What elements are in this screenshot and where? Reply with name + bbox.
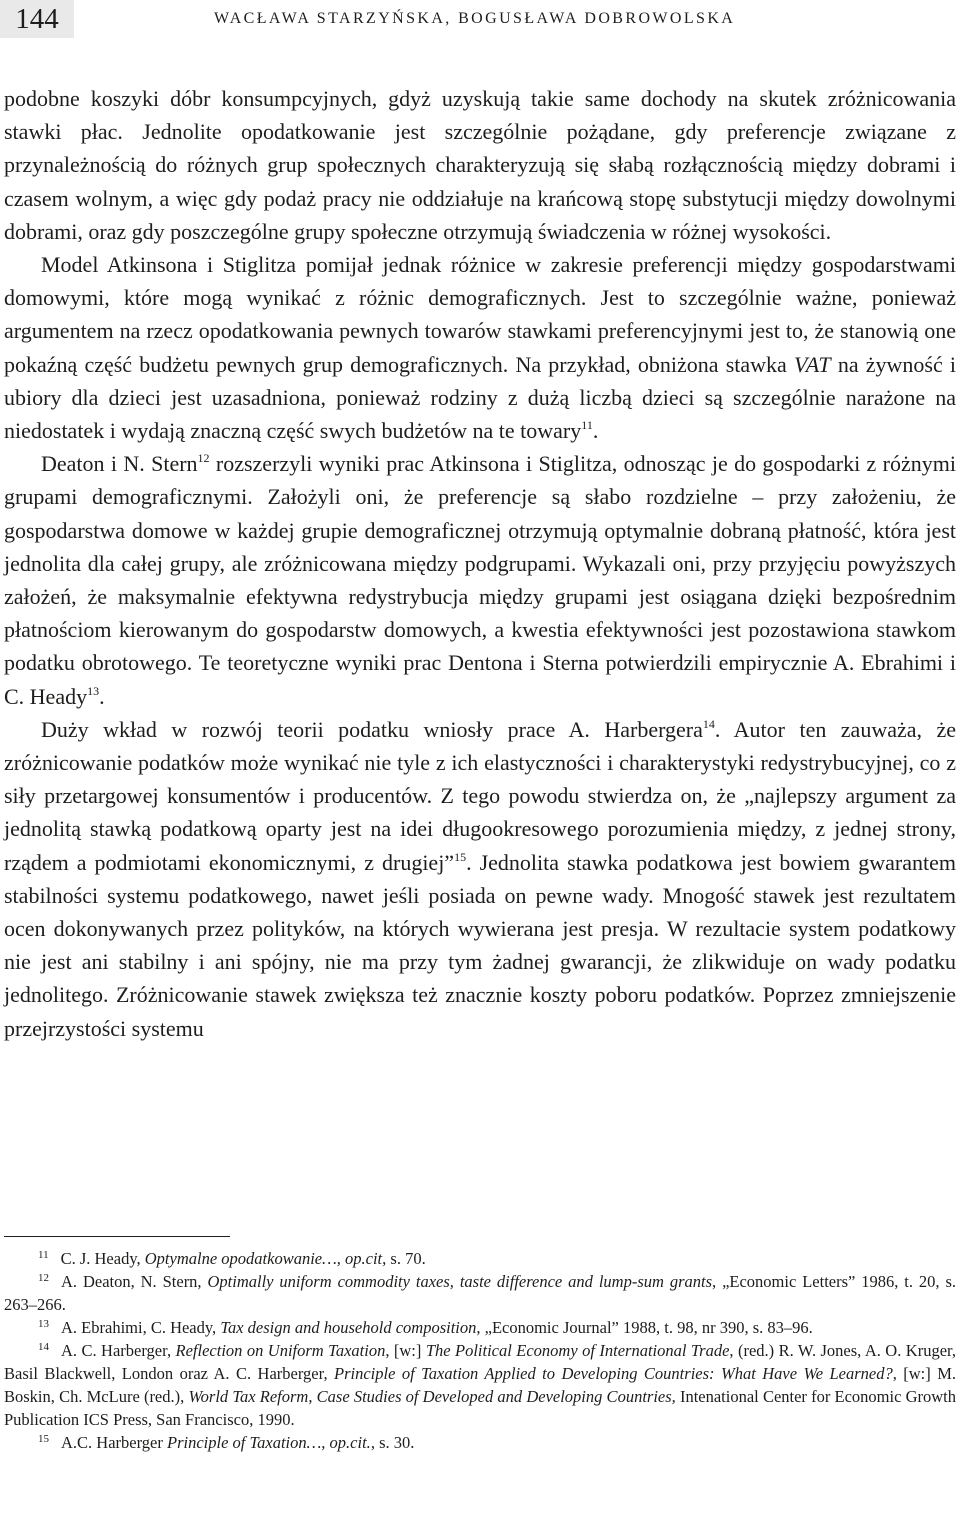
footnote-title: The Political Economy of International Trade <box>425 1341 730 1360</box>
footnote-number: 15 <box>38 1433 49 1445</box>
footnote-text: , [w:] M. Boskin, Ch. McLure (red.), <box>4 1364 956 1406</box>
footnote-text: C. J. Heady, <box>60 1249 145 1268</box>
footnote-title: Reflection on Uniform Taxation <box>175 1341 386 1360</box>
footnote-title: Principle of Taxation…, op.cit. <box>167 1433 371 1452</box>
paragraph-1-text: podobne koszyki dóbr konsumpcyjnych, gdyż uzyskują takie same dochody na skutek zróżnicowania stawki płac. Jednolite opodatkowanie jest szczególnie pożądane, gdy preferencje związane z przynależnością do różnych grup społecznych charakteryzują się słabą rozłącznością między dobrami i czasem wolnym, a więc gdy podaż pracy nie oddziałuje na krańcową stopę substytucji między dowolnymi dobrami, oraz gdy poszczególne grupy społeczne otrzymują świadczenia w różnej wysokości. <box>4 86 956 244</box>
footnote-title: World Tax Reform, Case Studies of Developed and Developing Countries, <box>188 1387 676 1406</box>
footnote-title: Tax design and household composition <box>220 1318 477 1337</box>
footnote-text: Intenational Center for Economic Growth Publication ICS Press, San Francisco, 1990. <box>4 1387 957 1429</box>
footnote-ref-12[interactable]: 12 <box>197 451 210 466</box>
paragraph-4 <box>4 713 956 1045</box>
footnote-11 <box>4 1247 956 1270</box>
running-head: WACŁAWA STARZYŃSKA, BOGUSŁAWA DOBROWOLSKA <box>214 10 736 27</box>
footnote-number: 12 <box>38 1272 49 1284</box>
paragraph-4-text-b: . Autor ten zauważa, że zróżnicowanie podatków może wynikać nie tyle z ich elastyczności i charakterystyki redystrybucyjnej, co z siły przetargowej konsumentów i producentów. Z tego powodu stwierdza on, że „najlepszy argument za jednolitą stawką podatkową oparty jest na idei długookresowego porozumienia między, z jednej strony, rządem a podmiotami ekonomicznymi, z drugiej” <box>4 716 957 875</box>
footnote-text: , „Economic Journal” 1988, t. 98, nr 390, s. 83–96. <box>476 1318 813 1337</box>
footnote-ref-13[interactable]: 13 <box>87 683 100 698</box>
footnote-text: , (red.) R. W. Jones, A. O. Kruger, Basil Blackwell, London oraz A. C. Harberger, <box>4 1341 956 1383</box>
footnote-text: A. Ebrahimi, C. Heady, <box>61 1318 221 1337</box>
footnote-title: Principle of Taxation Applied to Developing Countries: What Have We Learned? <box>334 1364 893 1383</box>
paragraph-3 <box>4 447 956 713</box>
footnote-15 <box>4 1431 956 1454</box>
body-text <box>4 82 956 1045</box>
footnote-text: A. Deaton, N. Stern, <box>61 1272 208 1291</box>
footnote-12 <box>4 1270 956 1316</box>
footnote-number: 13 <box>38 1318 49 1330</box>
paragraph-2-text-b: na żywność i ubiory dla dzieci jest uzasadniona, ponieważ rodziny z dużą liczbą dzieci są szczególnie narażone na niedostatek i wydają znaczną część swych budżetów na te towary <box>4 351 956 444</box>
paragraph-2-text-c: . <box>592 418 599 444</box>
paragraph-2-text-a: Model Atkinsona i Stiglitza pomijał jednak różnice w zakresie preferencji między gospodarstwami domowymi, które mogą wynikać z różnic demograficznych. Jest to szczególnie ważne, ponieważ argumentem na rzecz opodatkowania pewnych towarów stawkami preferencyjnymi jest to, że stanowią one pokaźną część budżetu pewnych grup demograficznych. Na przykład, obniżona stawka <box>4 252 956 377</box>
paragraph-1 <box>4 82 956 248</box>
footnote-text: , „Economic Letters” 1986, t. 20, s. 263–266. <box>4 1272 957 1314</box>
footnote-text: , s. 70. <box>382 1249 426 1268</box>
footnote-ref-15[interactable]: 15 <box>454 849 467 864</box>
footnotes <box>4 1247 956 1454</box>
footnote-text: , [w:] <box>385 1341 426 1360</box>
footnote-title: Optimally uniform commodity taxes, taste difference and lump-sum grants <box>207 1272 713 1291</box>
paragraph-2 <box>4 248 956 447</box>
footnote-text: , s. 30. <box>370 1433 415 1452</box>
footnote-14 <box>4 1339 956 1431</box>
page-header <box>0 0 960 38</box>
footnote-13 <box>4 1316 956 1339</box>
footnote-separator <box>4 1236 230 1237</box>
footnote-number: 14 <box>38 1341 49 1353</box>
paragraph-4-text-c: . Jednolita stawka podatkowa jest bowiem gwarantem stabilności systemu podatkowego, nawet jeśli posiada on pewne wady. Mnogość stawek jest rezultatem ocen dokonywanych przez polityków, na których wywierana jest presja. W rezultacie system podatkowy nie jest ani stabilny i ani spójny, nie ma przy tym żadnej gwarancji, że zlikwiduje on wady podatku jednolitego. Zróżnicowanie stawek zwiększa też znacznie koszty poboru podatków. Poprzez zmniejszenie przejrzystości systemu <box>4 849 956 1041</box>
footnote-ref-11[interactable]: 11 <box>581 418 593 433</box>
paragraph-3-text-a: Deaton i N. Stern <box>41 451 198 477</box>
footnote-number: 11 <box>38 1249 49 1261</box>
paragraph-4-text-a: Duży wkład w rozwój teorii podatku wniosły prace A. Harbergera <box>41 716 703 742</box>
footnote-title: Optymalne opodatkowanie…, op.cit <box>144 1249 383 1268</box>
page-number: 144 <box>0 0 74 38</box>
vat-term: VAT <box>793 351 831 377</box>
paragraph-3-text-c: . <box>99 683 105 709</box>
paragraph-3-text-b: rozszerzyli wyniki prac Atkinsona i Stiglitza, odnosząc je do gospodarki z różnymi grupami demograficznymi. Założyli oni, że preferencje są słabo rozdzielne – przy założeniu, że gospodarstwa domowe w każdej grupie demograficznej otrzymują optymalnie dobraną płatność, która jest jednolita dla całej grupy, ale zróżnicowana między podgrupami. Wykazali oni, przy przyjęciu powyższych założeń, że maksymalnie efektywna redystrybucja między grupami jest osiągana dzięki bezpośrednim płatnościom kierowanym do gospodarstw domowych, a kwestia efektywności jest pozostawiona stawkom podatku obrotowego. Te teoretyczne wyniki prac Dentona i Sterna potwierdzili empirycznie A. Ebrahimi i C. Heady <box>4 451 956 709</box>
footnote-ref-14[interactable]: 14 <box>702 716 715 731</box>
footnote-text: A. C. Harberger, <box>61 1341 176 1360</box>
footnote-text: A.C. Harberger <box>61 1433 167 1452</box>
